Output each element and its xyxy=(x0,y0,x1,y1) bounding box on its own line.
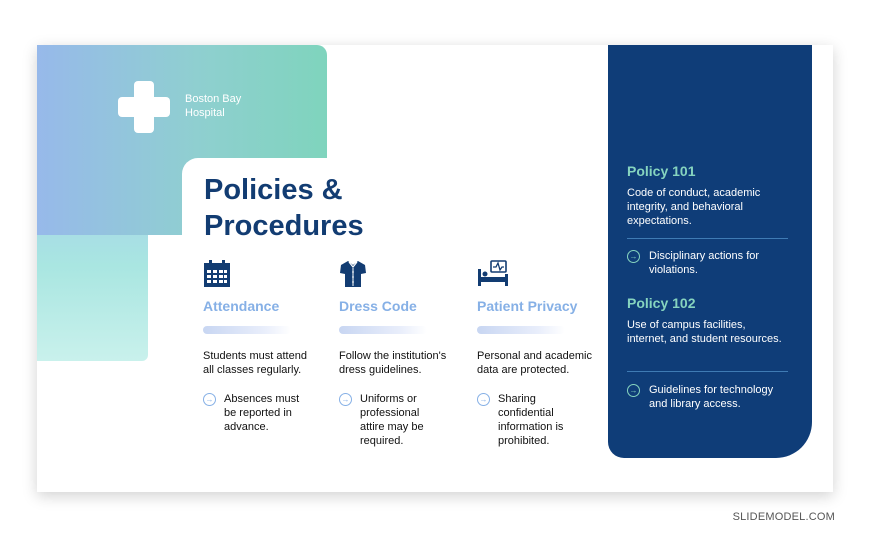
policy-column-dress-code xyxy=(339,260,469,448)
column-description: Follow the institution's dress guidelines. xyxy=(339,350,447,376)
bullet-text: Disciplinary actions for violations. xyxy=(649,250,760,276)
policy-101-heading: Policy 101 xyxy=(627,163,696,179)
policy-column-attendance xyxy=(203,260,333,434)
column-heading: Patient Privacy xyxy=(477,298,578,314)
bullet-text: Absences must be reported in advance. xyxy=(224,393,300,433)
policy-column-patient-privacy xyxy=(477,260,607,448)
arrow-circle-icon: → xyxy=(203,393,216,406)
column-bullet xyxy=(477,392,607,448)
policy-101-description: Code of conduct, academic integrity, and behavioral expectations. xyxy=(627,187,761,227)
bullet-text: Guidelines for technology and library access. xyxy=(649,384,774,410)
slide-title: Policies & Procedures xyxy=(204,174,364,242)
arrow-circle-icon: → xyxy=(627,384,640,397)
divider xyxy=(627,238,788,239)
bullet-text: Uniforms or professional attire may be required. xyxy=(360,393,424,447)
calendar-icon xyxy=(203,260,231,288)
shirt-icon xyxy=(339,260,367,288)
slide xyxy=(37,45,833,492)
divider xyxy=(627,371,788,372)
column-bullet xyxy=(203,392,333,434)
policy-102-bullet xyxy=(627,383,779,411)
heading-underline-bar xyxy=(203,326,291,334)
column-description: Personal and academic data are protected. xyxy=(477,350,592,376)
heading-underline-bar xyxy=(477,326,565,334)
column-heading: Attendance xyxy=(203,298,280,314)
arrow-circle-icon: → xyxy=(477,393,490,406)
hospital-name: Boston Bay Hospital xyxy=(185,93,242,119)
medical-cross-icon xyxy=(118,81,170,133)
arrow-circle-icon: → xyxy=(627,250,640,263)
heading-underline-bar xyxy=(339,326,427,334)
watermark: SLIDEMODEL.COM xyxy=(732,511,835,523)
arrow-circle-icon: → xyxy=(339,393,352,406)
policy-101-bullet xyxy=(627,249,779,277)
column-description: Students must attend all classes regularly. xyxy=(203,350,307,376)
column-heading: Dress Code xyxy=(339,298,417,314)
policy-102-heading: Policy 102 xyxy=(627,295,696,311)
policy-102-description: Use of campus facilities, internet, and student resources. xyxy=(627,319,782,345)
hospital-bed-icon xyxy=(477,260,505,288)
bullet-text: Sharing confidential information is prohibited. xyxy=(498,393,564,447)
column-bullet xyxy=(339,392,469,448)
policy-panel xyxy=(608,45,812,458)
